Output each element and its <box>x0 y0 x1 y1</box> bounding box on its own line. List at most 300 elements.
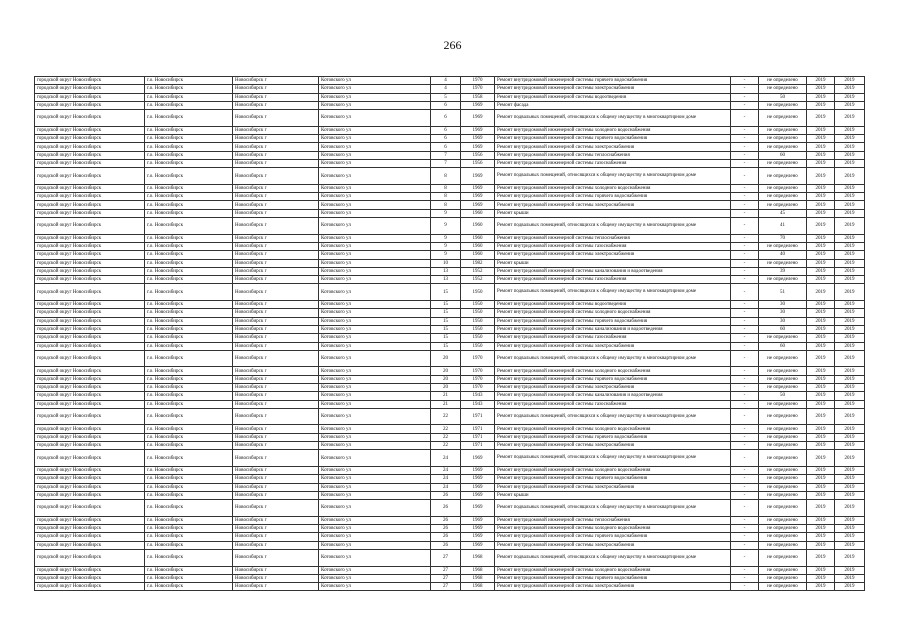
table-row <box>35 367 865 375</box>
start-year-cell: 2019 <box>807 234 835 242</box>
district-cell: городской округ Новосибирск <box>35 317 145 325</box>
volume-cell: не определено <box>759 433 807 441</box>
district-cell: городской округ Новосибирск <box>35 491 145 499</box>
volume-cell: 60 <box>759 325 807 333</box>
house-number-cell: 15 <box>431 309 461 317</box>
work-type-cell: Ремонт подвальных помещений, относящихся к общему имуществу в многоквартирном доме <box>495 549 731 566</box>
house-number-cell: 22 <box>431 433 461 441</box>
city-cell: Новосибирск г <box>233 491 319 499</box>
municipality-cell: г.о. Новосибирск <box>145 516 233 524</box>
street-cell: Котовского ул <box>319 433 431 441</box>
district-cell: городской округ Новосибирск <box>35 516 145 524</box>
year-built-cell: 1960 <box>461 251 495 259</box>
volume-cell: не определено <box>759 184 807 192</box>
city-cell: Новосибирск г <box>233 151 319 159</box>
house-number-cell: 26 <box>431 541 461 549</box>
city-cell: Новосибирск г <box>233 251 319 259</box>
house-number-cell: 8 <box>431 168 461 185</box>
volume-cell: не определено <box>759 533 807 541</box>
volume-cell: не определено <box>759 367 807 375</box>
street-cell: Котовского ул <box>319 209 431 217</box>
municipality-cell: г.о. Новосибирск <box>145 466 233 474</box>
year-built-cell: 1960 <box>461 218 495 235</box>
year-built-cell: 1943 <box>461 400 495 408</box>
table-row <box>35 143 865 151</box>
year-built-cell: 1969 <box>461 500 495 517</box>
table-body <box>35 77 865 591</box>
volume-cell: не определено <box>759 491 807 499</box>
work-type-cell: Ремонт внутридомовой инженерной системы канализования и водоотведения <box>495 325 731 333</box>
end-year-cell: 2019 <box>835 541 865 549</box>
start-year-cell: 2019 <box>807 284 835 301</box>
dash-cell: - <box>731 491 759 499</box>
end-year-cell: 2019 <box>835 483 865 491</box>
municipality-cell: г.о. Новосибирск <box>145 433 233 441</box>
year-built-cell: 1960 <box>461 209 495 217</box>
end-year-cell: 2019 <box>835 159 865 167</box>
end-year-cell: 2019 <box>835 168 865 185</box>
district-cell: городской округ Новосибирск <box>35 442 145 450</box>
end-year-cell: 2019 <box>835 301 865 309</box>
municipality-cell: г.о. Новосибирск <box>145 375 233 383</box>
table-row <box>35 583 865 591</box>
end-year-cell: 2019 <box>835 143 865 151</box>
work-type-cell: Ремонт внутридомовой инженерной системы газоснабжения <box>495 242 731 250</box>
table-row <box>35 433 865 441</box>
start-year-cell: 2019 <box>807 135 835 143</box>
table-row <box>35 375 865 383</box>
table-row <box>35 234 865 242</box>
dash-cell: - <box>731 309 759 317</box>
city-cell: Новосибирск г <box>233 433 319 441</box>
municipality-cell: г.о. Новосибирск <box>145 77 233 85</box>
district-cell: городской округ Новосибирск <box>35 500 145 517</box>
end-year-cell: 2019 <box>835 566 865 574</box>
start-year-cell: 2019 <box>807 525 835 533</box>
year-built-cell: 1970 <box>461 85 495 93</box>
house-number-cell: 8 <box>431 184 461 192</box>
table-row <box>35 500 865 517</box>
dash-cell: - <box>731 184 759 192</box>
municipality-cell: г.о. Новосибирск <box>145 392 233 400</box>
municipality-cell: г.о. Новосибирск <box>145 242 233 250</box>
work-type-cell: Ремонт подвальных помещений, относящихся к общему имуществу в многоквартирном доме <box>495 408 731 425</box>
end-year-cell: 2019 <box>835 218 865 235</box>
start-year-cell: 2019 <box>807 184 835 192</box>
municipality-cell: г.о. Новосибирск <box>145 209 233 217</box>
house-number-cell: 9 <box>431 242 461 250</box>
dash-cell: - <box>731 334 759 342</box>
municipality-cell: г.о. Новосибирск <box>145 276 233 284</box>
year-built-cell: 1952 <box>461 276 495 284</box>
municipality-cell: г.о. Новосибирск <box>145 234 233 242</box>
house-number-cell: 13 <box>431 276 461 284</box>
work-type-cell: Ремонт внутридомовой инженерной системы электроснабжения <box>495 251 731 259</box>
start-year-cell: 2019 <box>807 425 835 433</box>
work-type-cell: Ремонт крыши <box>495 259 731 267</box>
municipality-cell: г.о. Новосибирск <box>145 450 233 467</box>
year-built-cell: 1969 <box>461 168 495 185</box>
city-cell: Новосибирск г <box>233 566 319 574</box>
end-year-cell: 2019 <box>835 408 865 425</box>
street-cell: Котовского ул <box>319 491 431 499</box>
street-cell: Котовского ул <box>319 301 431 309</box>
volume-cell: не определено <box>759 143 807 151</box>
street-cell: Котовского ул <box>319 466 431 474</box>
district-cell: городской округ Новосибирск <box>35 301 145 309</box>
municipality-cell: г.о. Новосибирск <box>145 85 233 93</box>
street-cell: Котовского ул <box>319 450 431 467</box>
district-cell: городской округ Новосибирск <box>35 143 145 151</box>
end-year-cell: 2019 <box>835 259 865 267</box>
house-number-cell: 22 <box>431 425 461 433</box>
table-row <box>35 85 865 93</box>
volume-cell: не определено <box>759 400 807 408</box>
house-number-cell: 27 <box>431 583 461 591</box>
start-year-cell: 2019 <box>807 193 835 201</box>
work-type-cell: Ремонт внутридомовой инженерной системы холодного водоснабжения <box>495 367 731 375</box>
house-number-cell: 26 <box>431 525 461 533</box>
table-row <box>35 392 865 400</box>
dash-cell: - <box>731 317 759 325</box>
table-row <box>35 483 865 491</box>
end-year-cell: 2019 <box>835 317 865 325</box>
municipality-cell: г.о. Новосибирск <box>145 400 233 408</box>
city-cell: Новосибирск г <box>233 168 319 185</box>
dash-cell: - <box>731 77 759 85</box>
city-cell: Новосибирск г <box>233 201 319 209</box>
year-built-cell: 1969 <box>461 135 495 143</box>
city-cell: Новосибирск г <box>233 242 319 250</box>
year-built-cell: 1943 <box>461 392 495 400</box>
volume-cell: не определено <box>759 583 807 591</box>
district-cell: городской округ Новосибирск <box>35 549 145 566</box>
end-year-cell: 2019 <box>835 193 865 201</box>
city-cell: Новосибирск г <box>233 309 319 317</box>
district-cell: городской округ Новосибирск <box>35 85 145 93</box>
work-type-cell: Ремонт крыши <box>495 491 731 499</box>
start-year-cell: 2019 <box>807 218 835 235</box>
end-year-cell: 2019 <box>835 325 865 333</box>
year-built-cell: 1969 <box>461 491 495 499</box>
street-cell: Котовского ул <box>319 242 431 250</box>
district-cell: городской округ Новосибирск <box>35 276 145 284</box>
city-cell: Новосибирск г <box>233 126 319 134</box>
district-cell: городской округ Новосибирск <box>35 284 145 301</box>
dash-cell: - <box>731 242 759 250</box>
start-year-cell: 2019 <box>807 143 835 151</box>
district-cell: городской округ Новосибирск <box>35 267 145 275</box>
work-type-cell: Ремонт внутридомовой инженерной системы водоотведения <box>495 301 731 309</box>
start-year-cell: 2019 <box>807 500 835 517</box>
volume-cell: не определено <box>759 500 807 517</box>
volume-cell: 30 <box>759 309 807 317</box>
house-number-cell: 22 <box>431 442 461 450</box>
end-year-cell: 2019 <box>835 251 865 259</box>
street-cell: Котовского ул <box>319 475 431 483</box>
city-cell: Новосибирск г <box>233 516 319 524</box>
end-year-cell: 2019 <box>835 433 865 441</box>
end-year-cell: 2019 <box>835 209 865 217</box>
volume-cell: 40 <box>759 251 807 259</box>
district-cell: городской округ Новосибирск <box>35 541 145 549</box>
end-year-cell: 2019 <box>835 525 865 533</box>
house-number-cell: 24 <box>431 475 461 483</box>
house-number-cell: 21 <box>431 392 461 400</box>
dash-cell: - <box>731 151 759 159</box>
house-number-cell: 7 <box>431 151 461 159</box>
city-cell: Новосибирск г <box>233 483 319 491</box>
table-row <box>35 383 865 391</box>
municipality-cell: г.о. Новосибирск <box>145 110 233 127</box>
table-row <box>35 267 865 275</box>
end-year-cell: 2019 <box>835 77 865 85</box>
end-year-cell: 2019 <box>835 533 865 541</box>
street-cell: Котовского ул <box>319 284 431 301</box>
year-built-cell: 1969 <box>461 483 495 491</box>
year-built-cell: 1968 <box>461 549 495 566</box>
street-cell: Котовского ул <box>319 574 431 582</box>
table-row <box>35 193 865 201</box>
dash-cell: - <box>731 525 759 533</box>
municipality-cell: г.о. Новосибирск <box>145 159 233 167</box>
work-type-cell: Ремонт внутридомовой инженерной системы горячего водоснабжения <box>495 475 731 483</box>
year-built-cell: 1969 <box>461 466 495 474</box>
house-number-cell: 20 <box>431 375 461 383</box>
district-cell: городской округ Новосибирск <box>35 525 145 533</box>
city-cell: Новосибирск г <box>233 475 319 483</box>
city-cell: Новосибирск г <box>233 400 319 408</box>
street-cell: Котовского ул <box>319 276 431 284</box>
year-built-cell: 1960 <box>461 234 495 242</box>
street-cell: Котовского ул <box>319 383 431 391</box>
start-year-cell: 2019 <box>807 126 835 134</box>
street-cell: Котовского ул <box>319 110 431 127</box>
table-row <box>35 201 865 209</box>
year-built-cell: 1968 <box>461 583 495 591</box>
dash-cell: - <box>731 209 759 217</box>
year-built-cell: 1969 <box>461 450 495 467</box>
year-built-cell: 1969 <box>461 525 495 533</box>
end-year-cell: 2019 <box>835 334 865 342</box>
city-cell: Новосибирск г <box>233 425 319 433</box>
end-year-cell: 2019 <box>835 475 865 483</box>
start-year-cell: 2019 <box>807 566 835 574</box>
dash-cell: - <box>731 574 759 582</box>
district-cell: городской округ Новосибирск <box>35 77 145 85</box>
year-built-cell: 1982 <box>461 259 495 267</box>
street-cell: Котовского ул <box>319 251 431 259</box>
house-number-cell: 15 <box>431 317 461 325</box>
volume-cell: не определено <box>759 276 807 284</box>
year-built-cell: 1952 <box>461 267 495 275</box>
dash-cell: - <box>731 93 759 101</box>
year-built-cell: 1969 <box>461 516 495 524</box>
end-year-cell: 2019 <box>835 500 865 517</box>
city-cell: Новосибирск г <box>233 218 319 235</box>
municipality-cell: г.о. Новосибирск <box>145 101 233 109</box>
start-year-cell: 2019 <box>807 367 835 375</box>
volume-cell: 60 <box>759 151 807 159</box>
volume-cell: не определено <box>759 201 807 209</box>
table-row <box>35 93 865 101</box>
start-year-cell: 2019 <box>807 93 835 101</box>
dash-cell: - <box>731 466 759 474</box>
dash-cell: - <box>731 500 759 517</box>
district-cell: городской округ Новосибирск <box>35 259 145 267</box>
house-number-cell: 20 <box>431 367 461 375</box>
dash-cell: - <box>731 143 759 151</box>
start-year-cell: 2019 <box>807 334 835 342</box>
table-row <box>35 184 865 192</box>
start-year-cell: 2019 <box>807 325 835 333</box>
volume-cell: не определено <box>759 442 807 450</box>
municipality-cell: г.о. Новосибирск <box>145 350 233 367</box>
municipality-cell: г.о. Новосибирск <box>145 533 233 541</box>
table-row <box>35 276 865 284</box>
start-year-cell: 2019 <box>807 533 835 541</box>
municipality-cell: г.о. Новосибирск <box>145 500 233 517</box>
table-row <box>35 218 865 235</box>
street-cell: Котовского ул <box>319 408 431 425</box>
table-row <box>35 516 865 524</box>
year-built-cell: 1971 <box>461 425 495 433</box>
city-cell: Новосибирск г <box>233 466 319 474</box>
volume-cell: не определено <box>759 135 807 143</box>
work-type-cell: Ремонт внутридомовой инженерной системы электроснабжения <box>495 342 731 350</box>
district-cell: городской округ Новосибирск <box>35 408 145 425</box>
district-cell: городской округ Новосибирск <box>35 110 145 127</box>
district-cell: городской округ Новосибирск <box>35 151 145 159</box>
work-type-cell: Ремонт внутридомовой инженерной системы горячего водоснабжения <box>495 533 731 541</box>
work-type-cell: Ремонт внутридомовой инженерной системы газоснабжения <box>495 276 731 284</box>
dash-cell: - <box>731 566 759 574</box>
street-cell: Котовского ул <box>319 516 431 524</box>
year-built-cell: 1950 <box>461 284 495 301</box>
city-cell: Новосибирск г <box>233 184 319 192</box>
house-number-cell: 15 <box>431 334 461 342</box>
street-cell: Котовского ул <box>319 267 431 275</box>
start-year-cell: 2019 <box>807 276 835 284</box>
year-built-cell: 1969 <box>461 193 495 201</box>
volume-cell: не определено <box>759 110 807 127</box>
city-cell: Новосибирск г <box>233 110 319 127</box>
work-type-cell: Ремонт внутридомовой инженерной системы канализования и водоотведения <box>495 392 731 400</box>
dash-cell: - <box>731 101 759 109</box>
house-number-cell: 6 <box>431 135 461 143</box>
city-cell: Новосибирск г <box>233 442 319 450</box>
municipality-cell: г.о. Новосибирск <box>145 135 233 143</box>
city-cell: Новосибирск г <box>233 93 319 101</box>
volume-cell: не определено <box>759 242 807 250</box>
house-number-cell: 6 <box>431 101 461 109</box>
start-year-cell: 2019 <box>807 267 835 275</box>
house-number-cell: 26 <box>431 516 461 524</box>
year-built-cell: 1950 <box>461 325 495 333</box>
year-built-cell: 1956 <box>461 151 495 159</box>
year-built-cell: 1970 <box>461 77 495 85</box>
start-year-cell: 2019 <box>807 151 835 159</box>
start-year-cell: 2019 <box>807 483 835 491</box>
dash-cell: - <box>731 234 759 242</box>
start-year-cell: 2019 <box>807 168 835 185</box>
start-year-cell: 2019 <box>807 159 835 167</box>
city-cell: Новосибирск г <box>233 193 319 201</box>
volume-cell: не определено <box>759 541 807 549</box>
start-year-cell: 2019 <box>807 549 835 566</box>
street-cell: Котовского ул <box>319 101 431 109</box>
street-cell: Котовского ул <box>319 583 431 591</box>
municipality-cell: г.о. Новосибирск <box>145 126 233 134</box>
street-cell: Котовского ул <box>319 549 431 566</box>
end-year-cell: 2019 <box>835 234 865 242</box>
start-year-cell: 2019 <box>807 317 835 325</box>
dash-cell: - <box>731 425 759 433</box>
start-year-cell: 2019 <box>807 110 835 127</box>
work-type-cell: Ремонт внутридомовой инженерной системы горячего водоснабжения <box>495 375 731 383</box>
house-number-cell: 10 <box>431 259 461 267</box>
city-cell: Новосибирск г <box>233 317 319 325</box>
end-year-cell: 2019 <box>835 110 865 127</box>
street-cell: Котовского ул <box>319 566 431 574</box>
end-year-cell: 2019 <box>835 242 865 250</box>
street-cell: Котовского ул <box>319 500 431 517</box>
end-year-cell: 2019 <box>835 516 865 524</box>
start-year-cell: 2019 <box>807 383 835 391</box>
volume-cell: не определено <box>759 483 807 491</box>
dash-cell: - <box>731 408 759 425</box>
work-type-cell: Ремонт внутридомовой инженерной системы газоснабжения <box>495 334 731 342</box>
municipality-cell: г.о. Новосибирск <box>145 491 233 499</box>
house-number-cell: 9 <box>431 251 461 259</box>
volume-cell: 70 <box>759 234 807 242</box>
house-number-cell: 6 <box>431 110 461 127</box>
year-built-cell: 1960 <box>461 242 495 250</box>
start-year-cell: 2019 <box>807 574 835 582</box>
year-built-cell: 1971 <box>461 442 495 450</box>
table-row <box>35 491 865 499</box>
city-cell: Новосибирск г <box>233 325 319 333</box>
dash-cell: - <box>731 383 759 391</box>
street-cell: Котовского ул <box>319 234 431 242</box>
dash-cell: - <box>731 276 759 284</box>
year-built-cell: 1969 <box>461 101 495 109</box>
work-type-cell: Ремонт внутридомовой инженерной системы электроснабжения <box>495 85 731 93</box>
house-number-cell: 4 <box>431 77 461 85</box>
city-cell: Новосибирск г <box>233 284 319 301</box>
table-row <box>35 251 865 259</box>
table-row <box>35 325 865 333</box>
volume-cell: не определено <box>759 375 807 383</box>
end-year-cell: 2019 <box>835 442 865 450</box>
house-number-cell: 26 <box>431 533 461 541</box>
house-number-cell: 15 <box>431 301 461 309</box>
volume-cell: 50 <box>759 392 807 400</box>
start-year-cell: 2019 <box>807 85 835 93</box>
city-cell: Новосибирск г <box>233 367 319 375</box>
district-cell: городской округ Новосибирск <box>35 466 145 474</box>
work-type-cell: Ремонт внутридомовой инженерной системы горячего водоснабжения <box>495 193 731 201</box>
start-year-cell: 2019 <box>807 400 835 408</box>
start-year-cell: 2019 <box>807 301 835 309</box>
year-built-cell: 1970 <box>461 375 495 383</box>
volume-cell: не определено <box>759 259 807 267</box>
end-year-cell: 2019 <box>835 93 865 101</box>
house-number-cell: 6 <box>431 143 461 151</box>
start-year-cell: 2019 <box>807 442 835 450</box>
work-type-cell: Ремонт подвальных помещений, относящихся к общему имуществу в многоквартирном доме <box>495 218 731 235</box>
district-cell: городской округ Новосибирск <box>35 574 145 582</box>
